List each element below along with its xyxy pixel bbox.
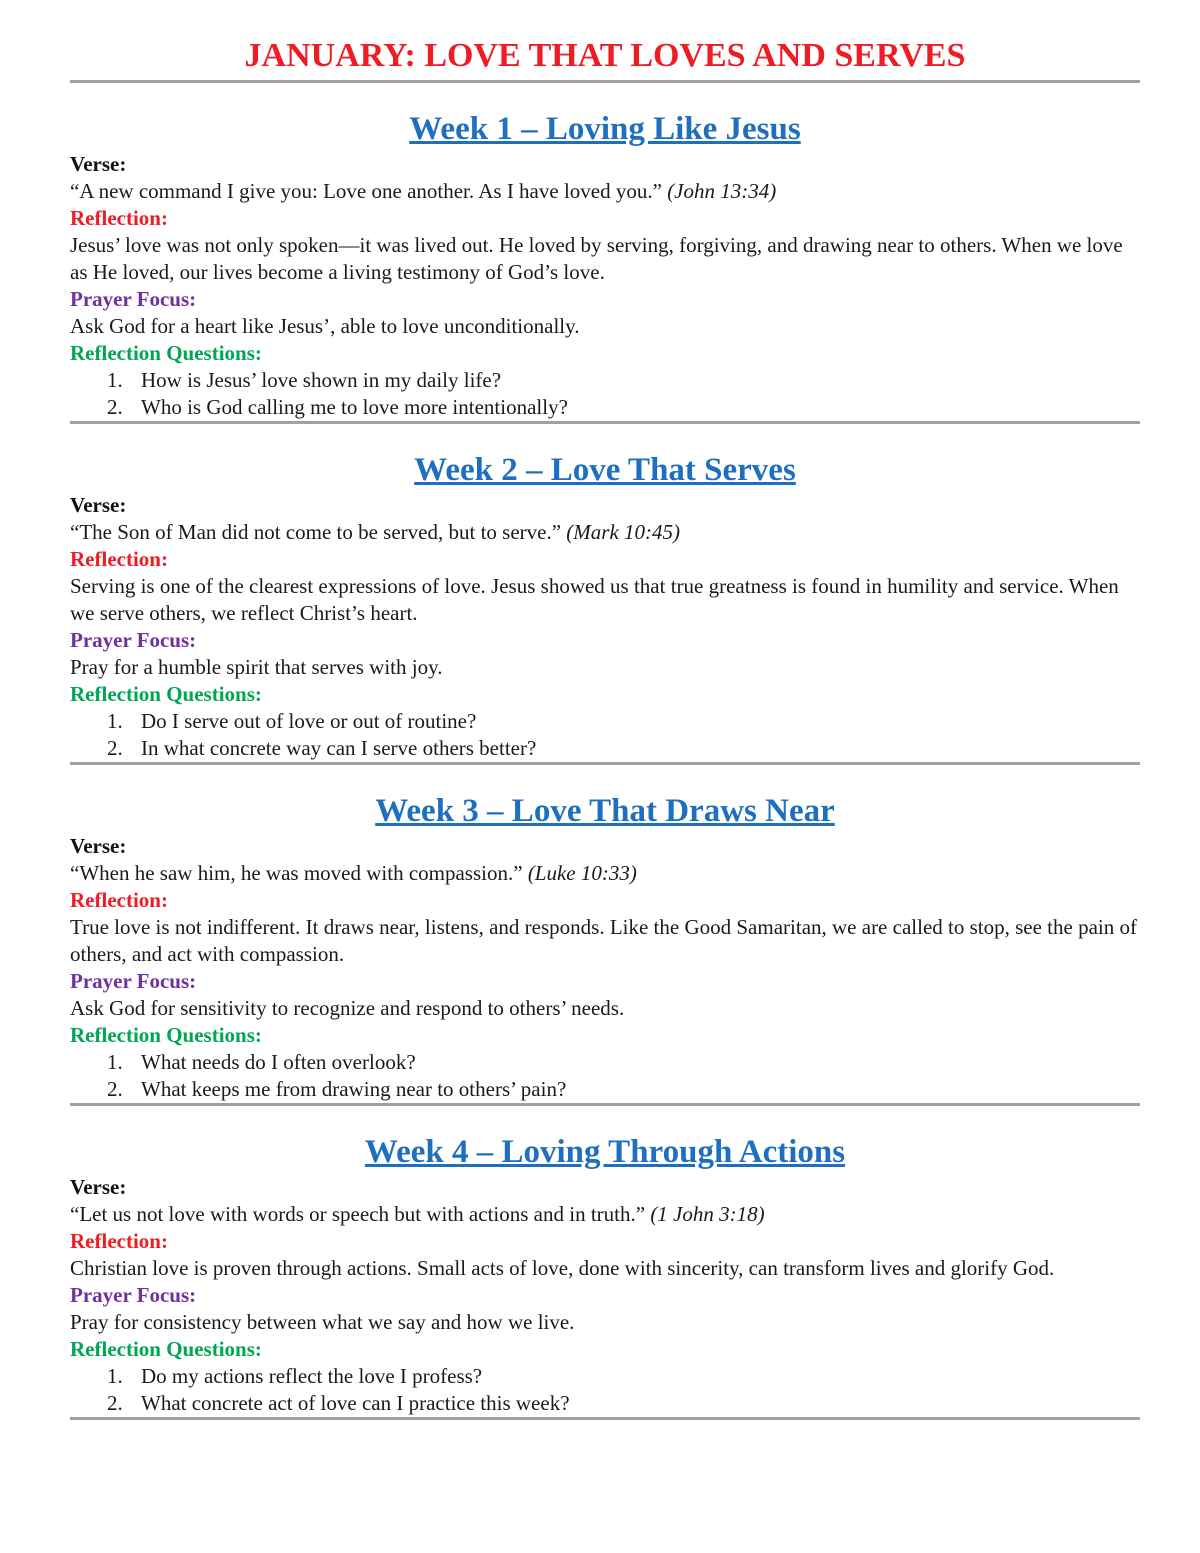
document-page	[70, 30, 1140, 1420]
verse-reference: (Luke 10:33)	[527, 861, 637, 885]
week-section-2	[70, 450, 1140, 765]
question-text: In what concrete way can I serve others better?	[141, 736, 537, 760]
week-title: Week 2 – Love That Serves	[414, 452, 796, 488]
question-number: 1.	[107, 1364, 123, 1388]
reflection-questions-list	[70, 708, 1140, 762]
week-section-3	[70, 791, 1140, 1106]
question-item	[70, 708, 1140, 735]
prayer-focus-label: Prayer Focus:	[70, 1283, 197, 1307]
week-divider	[70, 421, 1140, 424]
reflection-questions-label: Reflection Questions:	[70, 341, 262, 365]
prayer-focus-label: Prayer Focus:	[70, 969, 197, 993]
reflection-label: Reflection:	[70, 547, 168, 571]
question-number: 2.	[107, 395, 123, 419]
verse-text: “A new command I give you: Love one another. As I have loved you.”	[70, 179, 662, 203]
question-number: 1.	[107, 709, 123, 733]
verse-line	[70, 178, 1140, 205]
question-number: 2.	[107, 1391, 123, 1415]
weeks-container	[70, 109, 1140, 1420]
question-number: 2.	[107, 1077, 123, 1101]
question-text: What needs do I often overlook?	[141, 1050, 416, 1074]
prayer-focus-text: Ask God for a heart like Jesus’, able to love unconditionally.	[70, 314, 580, 338]
question-text: Who is God calling me to love more intentionally?	[141, 395, 568, 419]
question-item	[70, 1049, 1140, 1076]
reflection-questions-list	[70, 1363, 1140, 1417]
reflection-questions-label: Reflection Questions:	[70, 682, 262, 706]
verse-text: “When he saw him, he was moved with compassion.”	[70, 861, 523, 885]
question-number: 1.	[107, 368, 123, 392]
verse-line	[70, 860, 1140, 887]
reflection-text: True love is not indifferent. It draws near, listens, and responds. Like the Good Samaritan, we are called to stop, see the pain of others, and act with compassion.	[70, 915, 1137, 966]
question-text: How is Jesus’ love shown in my daily life?	[141, 368, 502, 392]
reflection-text: Serving is one of the clearest expressions of love. Jesus showed us that true greatness is found in humility and service. When we serve others, we reflect Christ’s heart.	[70, 574, 1119, 625]
verse-label: Verse:	[70, 493, 127, 517]
question-text: Do my actions reflect the love I profess?	[141, 1364, 483, 1388]
verse-line	[70, 519, 1140, 546]
question-item	[70, 1076, 1140, 1103]
verse-reference: (Mark 10:45)	[566, 520, 681, 544]
title-divider	[70, 80, 1140, 83]
reflection-questions-label: Reflection Questions:	[70, 1337, 262, 1361]
prayer-focus-text: Pray for a humble spirit that serves with joy.	[70, 655, 443, 679]
reflection-questions-label: Reflection Questions:	[70, 1023, 262, 1047]
question-item	[70, 367, 1140, 394]
week-title: Week 4 – Loving Through Actions	[364, 1134, 846, 1170]
question-item	[70, 735, 1140, 762]
question-number: 2.	[107, 736, 123, 760]
prayer-focus-label: Prayer Focus:	[70, 628, 197, 652]
verse-label: Verse:	[70, 1175, 127, 1199]
reflection-text: Christian love is proven through actions. Small acts of love, done with sincerity, can transform lives and glorify God.	[70, 1256, 1055, 1280]
verse-line	[70, 1201, 1140, 1228]
reflection-label: Reflection:	[70, 888, 168, 912]
question-item	[70, 394, 1140, 421]
prayer-focus-text: Pray for consistency between what we say and how we live.	[70, 1310, 575, 1334]
prayer-focus-text: Ask God for sensitivity to recognize and respond to others’ needs.	[70, 996, 625, 1020]
week-title: Week 1 – Loving Like Jesus	[409, 111, 801, 147]
reflection-label: Reflection:	[70, 206, 168, 230]
verse-text: “Let us not love with words or speech but with actions and in truth.”	[70, 1202, 646, 1226]
question-text: What concrete act of love can I practice this week?	[141, 1391, 570, 1415]
prayer-focus-label: Prayer Focus:	[70, 287, 197, 311]
reflection-text: Jesus’ love was not only spoken—it was lived out. He loved by serving, forgiving, and drawing near to others. When we love as He loved, our lives become a living testimony of God’s love.	[70, 233, 1123, 284]
question-text: Do I serve out of love or out of routine?	[141, 709, 477, 733]
week-section-4	[70, 1132, 1140, 1420]
page-title: JANUARY: LOVE THAT LOVES AND SERVES	[244, 37, 966, 74]
verse-reference: (John 13:34)	[667, 179, 777, 203]
reflection-questions-list	[70, 367, 1140, 421]
reflection-questions-list	[70, 1049, 1140, 1103]
reflection-label: Reflection:	[70, 1229, 168, 1253]
question-text: What keeps me from drawing near to others’ pain?	[141, 1077, 567, 1101]
week-section-1	[70, 109, 1140, 424]
verse-text: “The Son of Man did not come to be served, but to serve.”	[70, 520, 562, 544]
question-item	[70, 1363, 1140, 1390]
verse-reference: (1 John 3:18)	[650, 1202, 765, 1226]
week-divider	[70, 762, 1140, 765]
week-title: Week 3 – Love That Draws Near	[375, 793, 835, 829]
week-divider	[70, 1417, 1140, 1420]
question-item	[70, 1390, 1140, 1417]
question-number: 1.	[107, 1050, 123, 1074]
verse-label: Verse:	[70, 152, 127, 176]
week-divider	[70, 1103, 1140, 1106]
verse-label: Verse:	[70, 834, 127, 858]
